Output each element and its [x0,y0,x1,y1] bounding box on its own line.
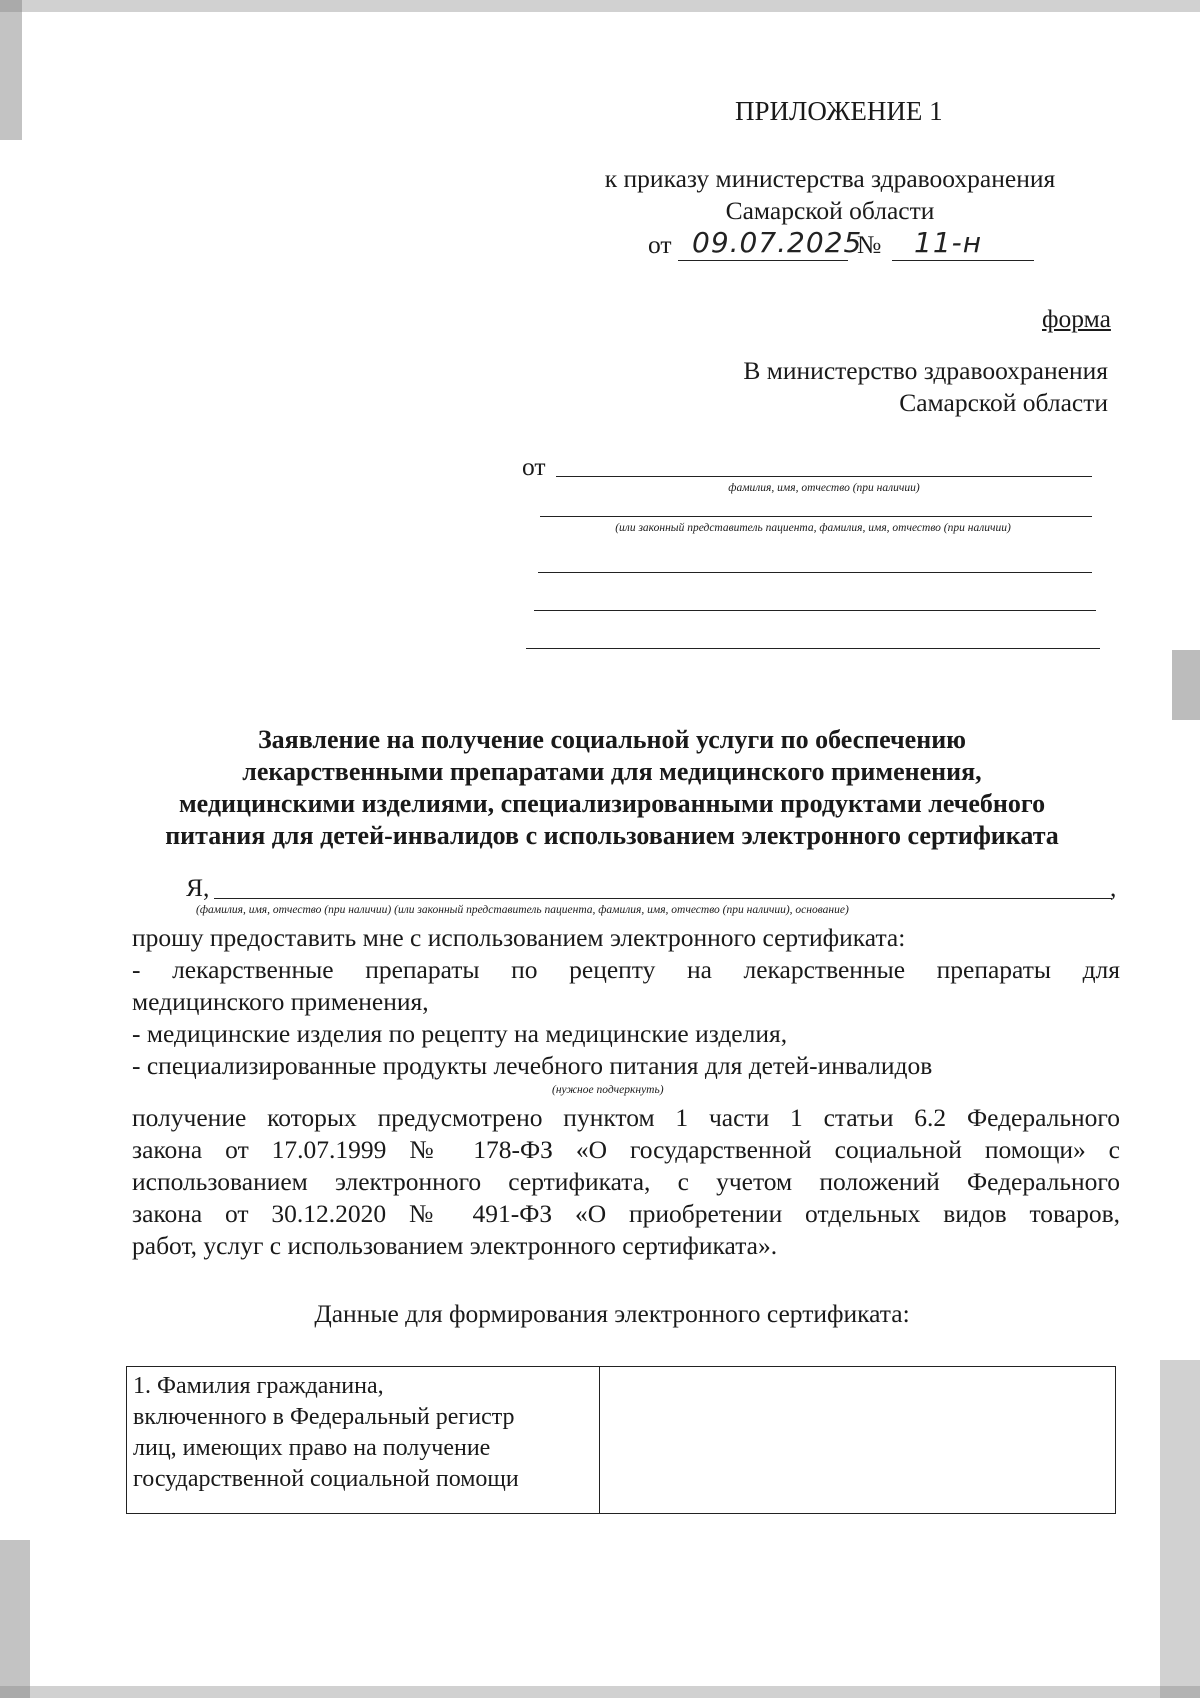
scan-edge-right-mid [1172,650,1200,720]
order-number-handwritten: 11-н [914,226,983,259]
scan-edge-bottom [0,1686,1200,1698]
scan-edge-left-top [0,0,22,140]
form-label: форма [1042,304,1111,333]
applicant-extra-line-3 [526,648,1100,649]
statement-para-line3: использованием электронного сертификата, с учетом положений Федерального [132,1167,1120,1196]
row-label-line2: включенного в Федеральный регистр [133,1404,515,1430]
row-label-line4: государственной социальной помощи [133,1466,519,1492]
order-number-underline [892,260,1034,261]
certificate-data-table [126,1366,1116,1514]
order-reference-line1: к приказу министерства здравоохранения [604,164,1056,193]
addressee-line1: В министерство здравоохранения [743,356,1108,385]
applicant-representative-line [540,516,1092,517]
applicant-name-line [556,476,1092,477]
applicant-from-label: от [522,452,546,481]
row-label-cell [127,1367,600,1514]
application-title-line4: питания для детей-инвалидов с использованием электронного сертификата [165,821,1059,850]
application-title-line1: Заявление на получение социальной услуги по обеспечению [257,725,967,754]
table-row [127,1367,1116,1514]
order-date-underline [678,260,848,261]
scan-edge-left-bottom [0,1540,30,1698]
statement-underline-hint: (нужное подчеркнуть) [552,1084,664,1096]
statement-item2: - медицинские изделия по рецепту на медицинские изделия, [132,1019,788,1048]
row-label-line3: лиц, имеющих право на получение [133,1435,491,1461]
statement-item3: - специализированные продукты лечебного питания для детей-инвалидов [132,1051,933,1080]
addressee-line2: Самарской области [899,388,1108,417]
application-title-line3: медицинскими изделиями, специализированными продуктами лечебного [178,789,1046,818]
statement-i-label: Я, [186,873,210,902]
appendix-title: ПРИЛОЖЕНИЕ 1 [735,96,943,126]
statement-request: прошу предоставить мне с использованием электронного сертификата: [132,923,906,952]
statement-para-line5: работ, услуг с использованием электронного сертификата». [132,1231,778,1260]
applicant-extra-line-1 [538,572,1092,573]
applicant-representative-hint: (или законный представитель пациента, фамилия, имя, отчество (при наличии) [615,522,1011,534]
data-section-heading: Данные для формирования электронного сертификата: [314,1299,910,1328]
statement-name-hint: (фамилия, имя, отчество (при наличии) (или законный представитель пациента, фамилия, имя, отчество (при наличии), основание) [196,904,849,916]
application-title-line2: лекарственными препаратами для медицинского применения, [242,757,982,786]
applicant-name-hint: фамилия, имя, отчество (при наличии) [728,482,920,494]
statement-para-line4: закона от 30.12.2020 № 491-ФЗ «О приобретении отдельных видов товаров, [132,1199,1120,1228]
row-label-line1: 1. Фамилия гражданина, [133,1373,384,1399]
order-date-handwritten: 09.07.2025 [692,226,863,259]
scan-edge-right-bottom [1160,1360,1200,1698]
statement-para-line1: получение которых предусмотрено пунктом 1 части 1 статьи 6.2 Федерального [132,1103,1120,1132]
statement-para-line2: закона от 17.07.1999 № 178-ФЗ «О государственной социальной помощи» с [132,1135,1120,1164]
statement-item1-line1: - лекарственные препараты по рецепту на лекарственные препараты для [132,955,1120,984]
statement-comma: , [1110,873,1117,902]
scan-edge-top [0,0,1200,12]
order-reference-line2: Самарской области [725,196,935,225]
order-number-label: № [857,230,882,259]
row-value-cell[interactable] [600,1367,1116,1514]
applicant-extra-line-2 [534,610,1096,611]
order-from-label: от [648,230,672,259]
statement-name-line [214,898,1112,899]
statement-item1-line2: медицинского применения, [132,987,429,1016]
